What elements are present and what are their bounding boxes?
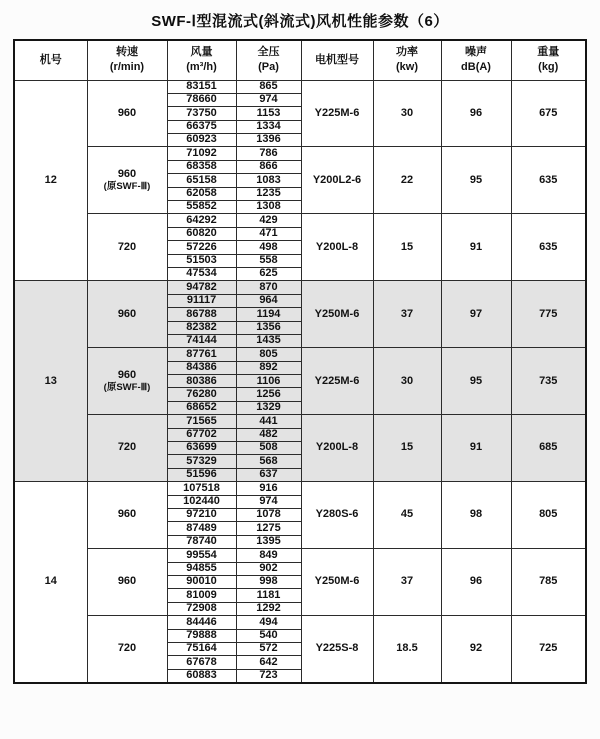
machine-cell: 13	[14, 281, 87, 482]
pressure-cell: 998	[236, 575, 301, 588]
pressure-cell: 482	[236, 428, 301, 441]
airflow-cell: 87761	[167, 348, 236, 361]
airflow-cell: 51503	[167, 254, 236, 267]
table-row	[14, 616, 586, 629]
airflow-cell: 51596	[167, 468, 236, 481]
pressure-cell: 964	[236, 294, 301, 307]
airflow-cell: 78660	[167, 93, 236, 106]
noise-cell: 96	[441, 80, 511, 147]
column-header	[236, 40, 301, 80]
pressure-cell: 974	[236, 495, 301, 508]
table-row	[14, 281, 586, 294]
pressure-cell: 1181	[236, 589, 301, 602]
motor-cell: Y225M-6	[301, 80, 373, 147]
column-header-line1: 转速	[116, 45, 138, 58]
motor-cell: Y200L-8	[301, 214, 373, 281]
airflow-cell: 60923	[167, 134, 236, 147]
airflow-cell: 65158	[167, 174, 236, 187]
pressure-cell: 916	[236, 482, 301, 495]
motor-cell: Y280S-6	[301, 482, 373, 549]
pressure-cell: 974	[236, 93, 301, 106]
pressure-cell: 892	[236, 361, 301, 374]
airflow-cell: 68652	[167, 401, 236, 414]
column-header-line1: 功率	[396, 45, 418, 58]
airflow-cell: 82382	[167, 321, 236, 334]
airflow-cell: 71565	[167, 415, 236, 428]
speed-cell	[87, 80, 167, 147]
airflow-cell: 90010	[167, 575, 236, 588]
weight-cell: 635	[511, 214, 586, 281]
motor-cell: Y200L-8	[301, 415, 373, 482]
airflow-cell: 81009	[167, 589, 236, 602]
noise-cell: 95	[441, 348, 511, 415]
airflow-cell: 66375	[167, 120, 236, 133]
pressure-cell: 1078	[236, 509, 301, 522]
speed-value: 720	[117, 240, 137, 253]
pressure-cell: 642	[236, 656, 301, 669]
column-header	[167, 40, 236, 80]
weight-cell: 735	[511, 348, 586, 415]
column-header-line2: (Pa)	[258, 61, 279, 74]
pressure-cell: 1435	[236, 334, 301, 347]
fan-performance-table	[13, 39, 587, 684]
table-row	[14, 80, 586, 93]
column-header	[301, 40, 373, 80]
airflow-cell: 64292	[167, 214, 236, 227]
pressure-cell: 625	[236, 267, 301, 280]
airflow-cell: 67678	[167, 656, 236, 669]
power-cell: 15	[373, 415, 441, 482]
airflow-cell: 78740	[167, 535, 236, 548]
pressure-cell: 429	[236, 214, 301, 227]
noise-cell: 95	[441, 147, 511, 214]
column-header-line2: (r/min)	[109, 61, 145, 74]
speed-note: (原SWF-Ⅲ)	[103, 180, 151, 192]
airflow-cell: 72908	[167, 602, 236, 615]
table-row	[14, 147, 586, 160]
column-header-line1: 重量	[537, 45, 560, 58]
noise-cell: 96	[441, 549, 511, 616]
airflow-cell: 84386	[167, 361, 236, 374]
weight-cell: 685	[511, 415, 586, 482]
pressure-cell: 1153	[236, 107, 301, 120]
page-title: SWF-Ⅰ型混流式(斜流式)风机性能参数（6）	[151, 13, 449, 30]
pressure-cell: 540	[236, 629, 301, 642]
airflow-cell: 68358	[167, 160, 236, 173]
pressure-cell: 1256	[236, 388, 301, 401]
table-header	[14, 40, 586, 80]
airflow-cell: 94782	[167, 281, 236, 294]
pressure-cell: 1334	[236, 120, 301, 133]
weight-cell: 635	[511, 147, 586, 214]
pressure-cell: 865	[236, 80, 301, 93]
pressure-cell: 1395	[236, 535, 301, 548]
speed-value: 960	[117, 168, 137, 181]
weight-cell: 785	[511, 549, 586, 616]
column-header	[441, 40, 511, 80]
pressure-cell: 1292	[236, 602, 301, 615]
power-cell: 15	[373, 214, 441, 281]
airflow-cell: 67702	[167, 428, 236, 441]
pressure-cell: 471	[236, 227, 301, 240]
noise-cell: 97	[441, 281, 511, 348]
airflow-cell: 91117	[167, 294, 236, 307]
pressure-cell: 494	[236, 616, 301, 629]
motor-cell: Y200L2-6	[301, 147, 373, 214]
pressure-cell: 498	[236, 241, 301, 254]
pressure-cell: 441	[236, 415, 301, 428]
motor-cell: Y225M-6	[301, 348, 373, 415]
weight-cell: 805	[511, 482, 586, 549]
column-header-line2: (kw)	[396, 61, 418, 74]
pressure-cell: 1396	[236, 134, 301, 147]
pressure-cell: 508	[236, 442, 301, 455]
airflow-cell: 60820	[167, 227, 236, 240]
column-header	[511, 40, 586, 80]
airflow-cell: 47534	[167, 267, 236, 280]
machine-cell: 12	[14, 80, 87, 281]
table-body	[14, 80, 586, 683]
airflow-cell: 76280	[167, 388, 236, 401]
airflow-cell: 55852	[167, 201, 236, 214]
pressure-cell: 870	[236, 281, 301, 294]
pressure-cell: 637	[236, 468, 301, 481]
speed-cell	[87, 482, 167, 549]
pressure-cell: 786	[236, 147, 301, 160]
speed-value: 960	[117, 575, 137, 588]
airflow-cell: 60883	[167, 669, 236, 682]
airflow-cell: 84446	[167, 616, 236, 629]
airflow-cell: 75164	[167, 642, 236, 655]
power-cell: 18.5	[373, 616, 441, 683]
noise-cell: 91	[441, 214, 511, 281]
table-row	[14, 348, 586, 361]
speed-value: 720	[117, 642, 137, 655]
airflow-cell: 74144	[167, 334, 236, 347]
power-cell: 30	[373, 80, 441, 147]
weight-cell: 675	[511, 80, 586, 147]
airflow-cell: 79888	[167, 629, 236, 642]
speed-cell	[87, 348, 167, 415]
speed-cell	[87, 147, 167, 214]
airflow-cell: 87489	[167, 522, 236, 535]
airflow-cell: 97210	[167, 509, 236, 522]
pressure-cell: 1106	[236, 375, 301, 388]
power-cell: 37	[373, 281, 441, 348]
column-header	[373, 40, 441, 80]
power-cell: 45	[373, 482, 441, 549]
column-header-line1: 噪声	[465, 45, 487, 58]
motor-cell: Y225S-8	[301, 616, 373, 683]
noise-cell: 91	[441, 415, 511, 482]
motor-cell: Y250M-6	[301, 281, 373, 348]
speed-value: 960	[117, 508, 137, 521]
speed-value: 960	[117, 106, 137, 119]
pressure-cell: 1083	[236, 174, 301, 187]
airflow-cell: 73750	[167, 107, 236, 120]
weight-cell: 775	[511, 281, 586, 348]
airflow-cell: 80386	[167, 375, 236, 388]
table-row	[14, 549, 586, 562]
speed-cell	[87, 415, 167, 482]
airflow-cell: 102440	[167, 495, 236, 508]
power-cell: 30	[373, 348, 441, 415]
table-row	[14, 482, 586, 495]
column-header-line2: (m³/h)	[186, 61, 217, 74]
airflow-cell: 107518	[167, 482, 236, 495]
table-row	[14, 415, 586, 428]
pressure-cell: 1329	[236, 401, 301, 414]
noise-cell: 92	[441, 616, 511, 683]
pressure-cell: 723	[236, 669, 301, 682]
speed-cell	[87, 281, 167, 348]
column-header-line1: 风量	[190, 45, 213, 58]
speed-value: 960	[117, 369, 137, 382]
airflow-cell: 57329	[167, 455, 236, 468]
airflow-cell: 71092	[167, 147, 236, 160]
column-header-line1: 机号	[39, 53, 62, 66]
pressure-cell: 849	[236, 549, 301, 562]
speed-value: 960	[117, 307, 137, 320]
pressure-cell: 1194	[236, 308, 301, 321]
pressure-cell: 1235	[236, 187, 301, 200]
column-header-line1: 电机型号	[315, 53, 359, 66]
pressure-cell: 902	[236, 562, 301, 575]
airflow-cell: 62058	[167, 187, 236, 200]
noise-cell: 98	[441, 482, 511, 549]
power-cell: 22	[373, 147, 441, 214]
motor-cell: Y250M-6	[301, 549, 373, 616]
column-header-line1: 全压	[257, 45, 280, 58]
weight-cell: 725	[511, 616, 586, 683]
airflow-cell: 57226	[167, 241, 236, 254]
pressure-cell: 1308	[236, 201, 301, 214]
airflow-cell: 63699	[167, 442, 236, 455]
pressure-cell: 572	[236, 642, 301, 655]
power-cell: 37	[373, 549, 441, 616]
machine-cell: 14	[14, 482, 87, 683]
pressure-cell: 558	[236, 254, 301, 267]
airflow-cell: 83151	[167, 80, 236, 93]
pressure-cell: 1356	[236, 321, 301, 334]
pressure-cell: 805	[236, 348, 301, 361]
column-header	[14, 40, 87, 80]
airflow-cell: 94855	[167, 562, 236, 575]
speed-value: 720	[117, 441, 137, 454]
speed-cell	[87, 616, 167, 683]
column-header-line2: (kg)	[538, 61, 559, 74]
speed-cell	[87, 549, 167, 616]
header-row	[14, 40, 586, 80]
pressure-cell: 1275	[236, 522, 301, 535]
airflow-cell: 86788	[167, 308, 236, 321]
pressure-cell: 866	[236, 160, 301, 173]
speed-note: (原SWF-Ⅲ)	[103, 381, 151, 393]
column-header-line2: dB(A)	[461, 61, 491, 74]
column-header	[87, 40, 167, 80]
airflow-cell: 99554	[167, 549, 236, 562]
pressure-cell: 568	[236, 455, 301, 468]
table-row	[14, 214, 586, 227]
speed-cell	[87, 214, 167, 281]
